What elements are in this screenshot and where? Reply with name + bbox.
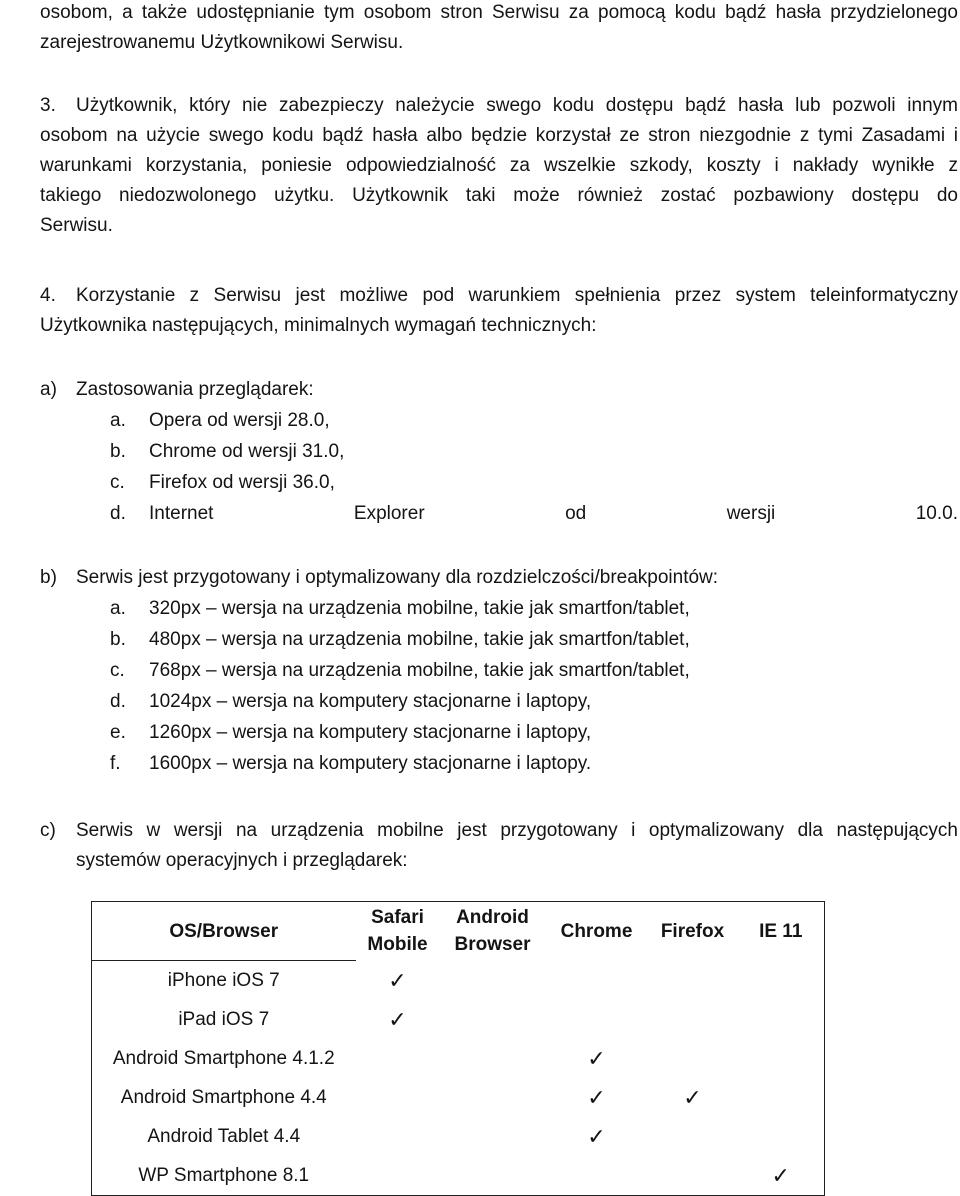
text-line: osobom na użycie swego kodu bądź hasła albo będzie korzystał ze stron niezgodnie z tymi Zasadami i	[40, 125, 958, 146]
os-cell: WP Smartphone 8.1	[92, 1156, 356, 1196]
list-item: d. Internet Explorer od wersji 10.0.	[110, 503, 958, 524]
empty-cell	[356, 1156, 440, 1196]
check-icon: ✓	[587, 1124, 606, 1149]
text-line: warunkami korzystania, poniesie odpowiedzialność za wszelkie szkody, koszty i nakłady wynikłe z	[40, 155, 958, 176]
table-row	[92, 1078, 825, 1117]
check-icon: ✓	[587, 1046, 606, 1071]
empty-cell	[738, 961, 825, 1001]
table-row	[92, 1117, 825, 1156]
os-cell: Android Tablet 4.4	[92, 1117, 356, 1156]
text-line: Serwisu.	[40, 215, 113, 236]
empty-cell	[648, 1039, 738, 1078]
empty-cell	[440, 1156, 546, 1196]
list-item: b. 480px – wersja na urządzenia mobilne, takie jak smartfon/tablet,	[110, 629, 690, 650]
os-cell: iPhone iOS 7	[92, 961, 356, 1001]
empty-cell	[738, 1117, 825, 1156]
item-c	[40, 816, 958, 876]
table-row	[92, 1000, 825, 1039]
browser-list	[110, 406, 958, 530]
list-item: c. 768px – wersja na urządzenia mobilne, takie jak smartfon/tablet,	[110, 660, 690, 681]
empty-cell	[648, 961, 738, 1001]
check-icon: ✓	[683, 1085, 702, 1110]
list-item: b. Chrome od wersji 31.0,	[110, 441, 345, 462]
empty-cell	[440, 961, 546, 1001]
item-a	[40, 375, 958, 530]
empty-cell	[546, 1000, 648, 1039]
empty-cell	[440, 1000, 546, 1039]
empty-cell	[440, 1078, 546, 1117]
list-item: f. 1600px – wersja na komputery stacjonarne i laptopy.	[110, 753, 592, 774]
os-cell: iPad iOS 7	[92, 1000, 356, 1039]
list-item: a. 320px – wersja na urządzenia mobilne, takie jak smartfon/tablet,	[110, 598, 690, 619]
list-item: c. Firefox od wersji 36.0,	[110, 472, 335, 493]
header-chrome: Chrome	[546, 902, 648, 961]
empty-cell	[356, 1078, 440, 1117]
text-line: osobom, a także udostępnianie tym osobom stron Serwisu za pomocą kodu bądź hasła przydzielonego	[40, 2, 958, 23]
text-line: Korzystanie z Serwisu jest możliwe pod warunkiem spełnienia przez system teleinformatyczny	[76, 285, 958, 306]
compatibility-table	[91, 901, 825, 1196]
empty-cell	[546, 1156, 648, 1196]
text-line: Użytkownika następujących, minimalnych wymagań technicznych:	[40, 315, 597, 336]
table-row	[92, 961, 825, 1001]
list-item: e. 1260px – wersja na komputery stacjonarne i laptopy,	[110, 722, 592, 743]
empty-cell	[648, 1117, 738, 1156]
check-icon: ✓	[587, 1085, 606, 1110]
header-os-browser: OS/Browser	[92, 902, 356, 961]
empty-cell	[356, 1039, 440, 1078]
continuation-paragraph	[40, 0, 958, 58]
text-line: zarejestrowanemu Użytkownikowi Serwisu.	[40, 32, 404, 53]
text-line: Serwis w wersji na urządzenia mobilne jest przygotowany i optymalizowany dla następujących	[76, 820, 958, 841]
section-4	[40, 281, 958, 341]
list-item: d. 1024px – wersja na komputery stacjonarne i laptopy,	[110, 691, 592, 712]
list-item: a. Opera od wersji 28.0,	[110, 410, 330, 431]
os-cell: Android Smartphone 4.1.2	[92, 1039, 356, 1078]
section-number: 4.	[40, 285, 56, 306]
item-letter: b)	[40, 567, 57, 588]
empty-cell	[738, 1078, 825, 1117]
item-text: Zastosowania przeglądarek:	[76, 379, 314, 400]
empty-cell	[440, 1117, 546, 1156]
empty-cell	[356, 1117, 440, 1156]
empty-cell	[738, 1000, 825, 1039]
text-line: systemów operacyjnych i przeglądarek:	[76, 850, 408, 871]
os-cell: Android Smartphone 4.4	[92, 1078, 356, 1117]
section-number: 3.	[40, 95, 56, 116]
item-letter: c)	[40, 820, 56, 841]
check-icon: ✓	[388, 1007, 407, 1032]
text-line: takiego niedozwolonego użytku. Użytkownik taki może również zostać pozbawiony dostępu do	[40, 185, 958, 206]
table-row	[92, 1039, 825, 1078]
item-letter: a)	[40, 379, 57, 400]
text-line: Użytkownik, który nie zabezpieczy należycie swego kodu dostępu bądź hasła lub pozwoli innym	[76, 95, 958, 116]
table-header-row	[92, 902, 825, 961]
breakpoint-list	[110, 594, 958, 780]
header-ie11: IE 11	[738, 902, 825, 961]
empty-cell	[440, 1039, 546, 1078]
item-text: Serwis jest przygotowany i optymalizowany dla rozdzielczości/breakpointów:	[76, 567, 719, 588]
item-b	[40, 563, 958, 780]
table-row	[92, 1156, 825, 1196]
header-safari-mobile: Safari Mobile	[356, 902, 440, 961]
section-3	[40, 91, 958, 241]
header-firefox: Firefox	[648, 902, 738, 961]
empty-cell	[546, 961, 648, 1001]
check-icon: ✓	[738, 1156, 825, 1196]
header-android-browser: Android Browser	[440, 902, 546, 961]
empty-cell	[648, 1000, 738, 1039]
empty-cell	[648, 1156, 738, 1196]
empty-cell	[738, 1039, 825, 1078]
check-icon: ✓	[388, 967, 407, 993]
